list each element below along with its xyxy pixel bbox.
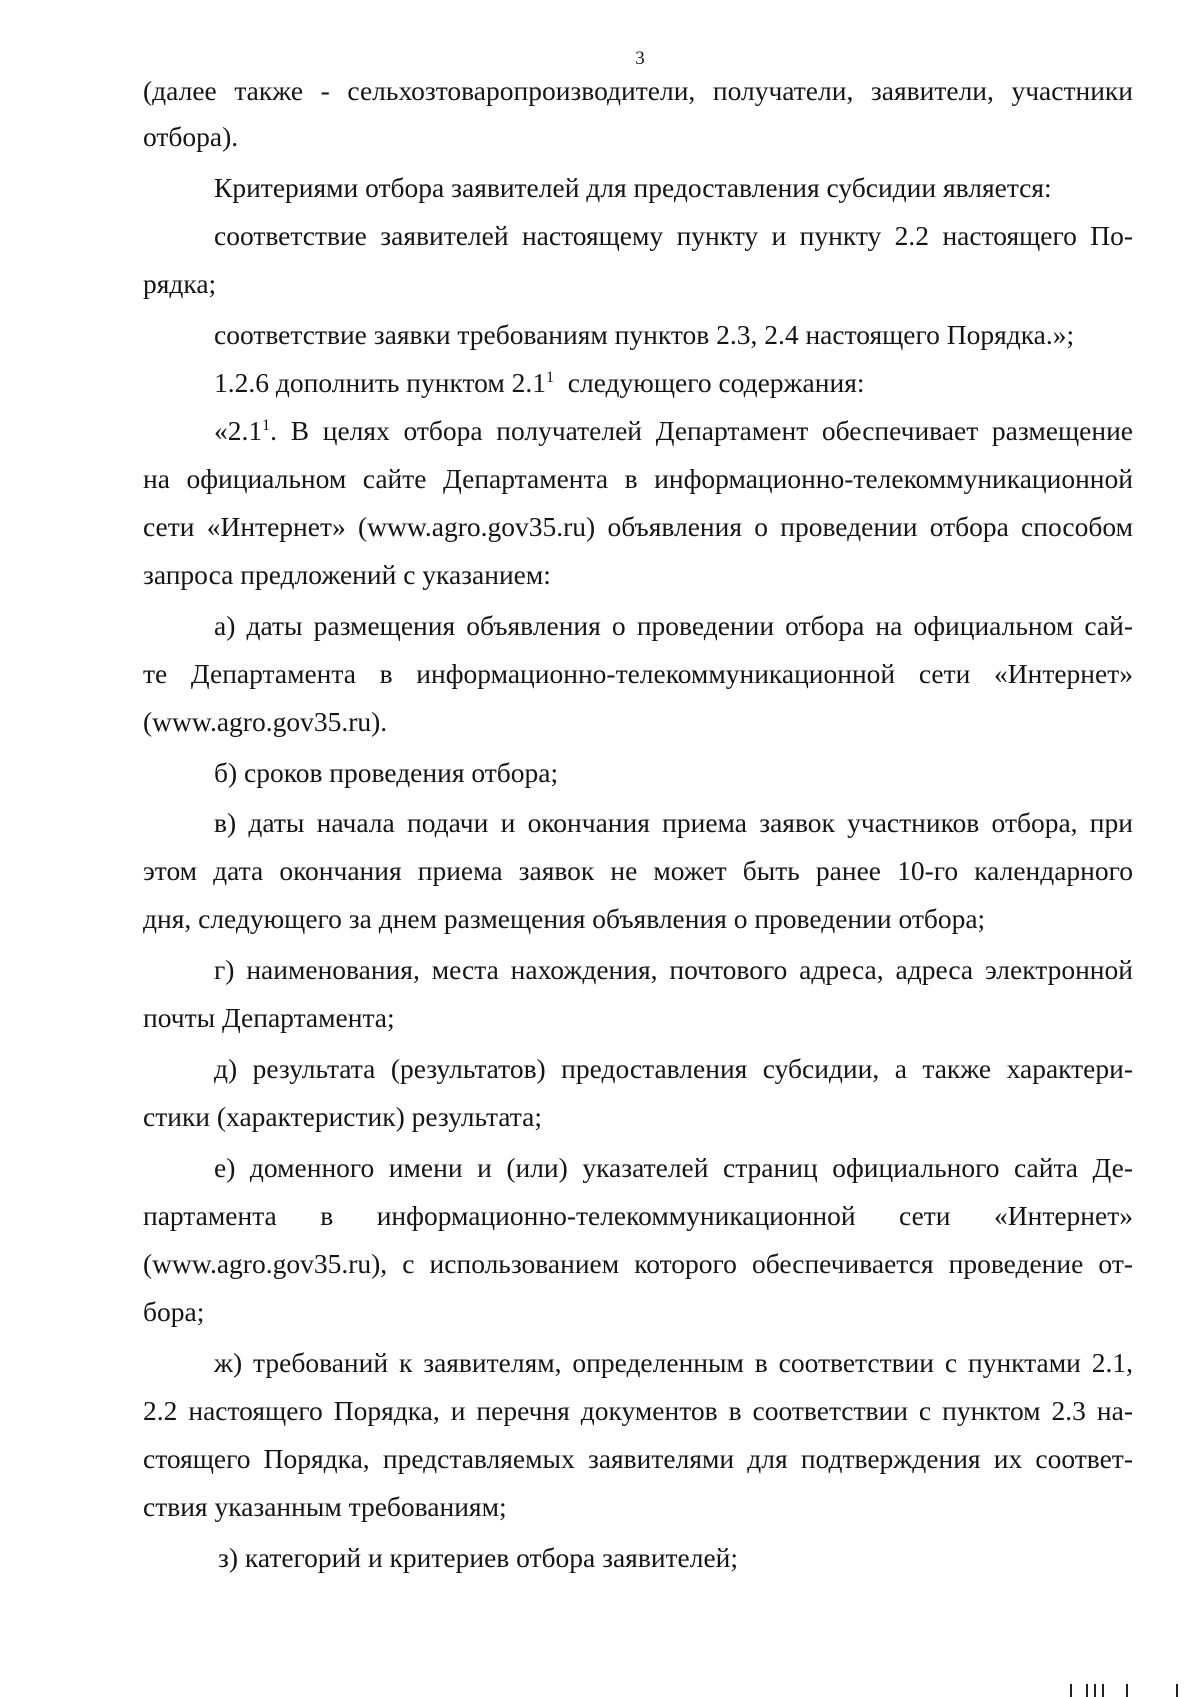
text-line: з) категорий и критериев отбора заявителей; — [218, 1542, 739, 1573]
text-line: д) результата (результатов) предоставления субсидии, а также характери- — [214, 1053, 1133, 1084]
text-line: бора; — [143, 1296, 205, 1327]
text-line: партамента в информационно-телекоммуникационной сети «Интернет» — [143, 1200, 1133, 1231]
text-line: дня, следующего за днем размещения объявления о проведении отбора; — [143, 903, 986, 934]
text-line: (www.agro.gov35.ru). — [143, 706, 388, 737]
text-line: рядка; — [143, 268, 217, 299]
text-line: (далее также - сельхозтоваропроизводители, получатели, заявители, участники — [143, 75, 1133, 106]
text-line: запроса предложений с указанием: — [143, 559, 551, 590]
text-fragment: «2.1 — [214, 415, 263, 446]
text-line: е) доменного имени и (или) указателей страниц официального сайта Де- — [214, 1152, 1133, 1183]
text-line: отбора). — [143, 121, 239, 152]
text-line: почты Департамента; — [143, 1002, 395, 1033]
text-line: стики (характеристик) результата; — [143, 1101, 543, 1132]
text-line: ствия указанным требованиям; — [143, 1491, 507, 1522]
text-fragment: . В целях отбора получателей Департамент обеспечивает размещение — [270, 415, 1133, 446]
text-fragment: 1.2.6 дополнить пунктом 2.1 — [214, 367, 547, 398]
text-fragment: следующего содержания: — [567, 367, 865, 398]
text-line: сети «Интернет» (www.agro.gov35.ru) объявления о проведении отбора способом — [143, 511, 1133, 542]
text-line: соответствие заявителей настоящему пункту и пункту 2.2 настоящего По- — [214, 220, 1133, 251]
text-line: в) даты начала подачи и окончания приема заявок участников отбора, при — [214, 807, 1133, 838]
text-line: 2.2 настоящего Порядка, и перечня документов в соответствии с пунктом 2.3 на- — [143, 1395, 1133, 1426]
text-line: те Департамента в информационно-телекоммуникационной сети «Интернет» — [143, 658, 1133, 689]
text-line: на официальном сайте Департамента в информационно-телекоммуникационной — [143, 463, 1133, 494]
text-line: г) наименования, места нахождения, почтового адреса, адреса электронной — [214, 954, 1133, 985]
text-line: Критериями отбора заявителей для предоставления субсидии является: — [214, 172, 1052, 203]
text-line: а) даты размещения объявления о проведении отбора на официальном сай- — [214, 610, 1133, 641]
superscript: 1 — [262, 416, 271, 434]
text-line — [214, 366, 864, 400]
text-line: соответствие заявки требованиям пунктов 2.3, 2.4 настоящего Порядка.»; — [214, 319, 1075, 350]
scan-marks — [1068, 1684, 1188, 1697]
text-line: (www.agro.gov35.ru), с использованием которого обеспечивается проведение от- — [143, 1248, 1133, 1279]
text-line: стоящего Порядка, представляемых заявителями для подтверждения их соответ- — [143, 1443, 1133, 1474]
text-line: б) сроков проведения отбора; — [214, 757, 559, 788]
page-number: 3 — [635, 48, 645, 69]
superscript: 1 — [546, 368, 555, 386]
text-line — [214, 414, 1133, 448]
text-line: этом дата окончания приема заявок не может быть ранее 10-го календарного — [143, 855, 1133, 886]
text-line: ж) требований к заявителям, определенным в соответствии с пунктами 2.1, — [214, 1347, 1133, 1378]
text-fragment — [214, 414, 270, 448]
